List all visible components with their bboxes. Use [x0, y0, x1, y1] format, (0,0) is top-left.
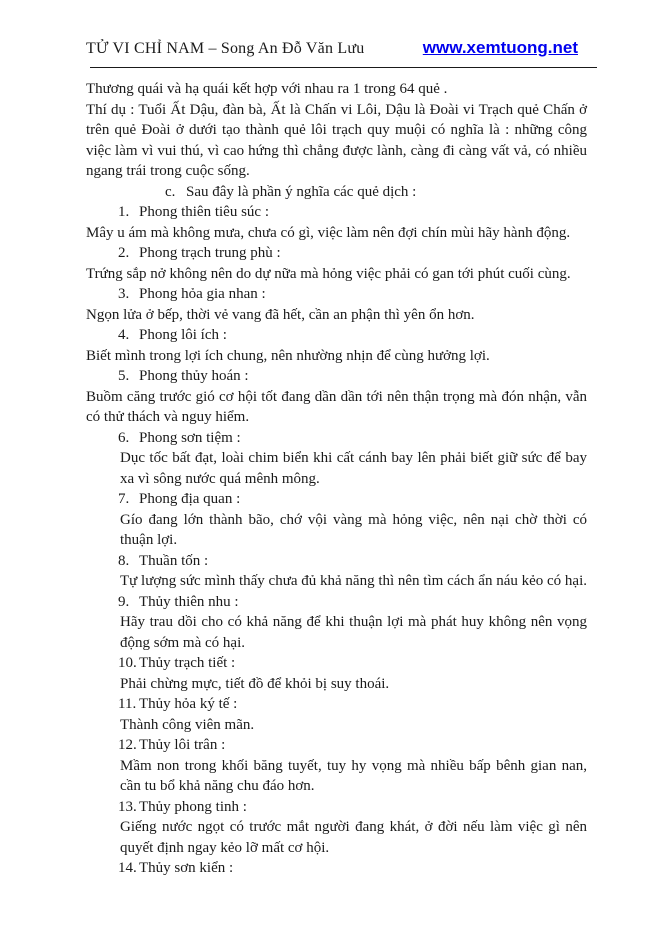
que-item-description: Tự lượng sức mình thấy chưa đủ khả năng thì nên tìm cách ẩn náu kẻo có hại. — [120, 573, 587, 589]
que-item-heading — [86, 551, 587, 572]
item-number: 7. — [118, 491, 130, 507]
que-item-heading — [86, 592, 587, 613]
item-title: Phong trạch trung phù : — [139, 245, 281, 261]
item-title: Phong thủy hoán : — [139, 368, 249, 384]
item-title: Thủy phong tinh : — [139, 798, 247, 815]
section-marker: c. — [165, 183, 176, 200]
que-item-heading — [86, 428, 587, 449]
que-item-description: Trứng sắp nở không nên do dự nữa mà hỏng việc phải có gan tới phút cuối cùng. — [86, 265, 571, 282]
item-number: 9. — [118, 593, 130, 610]
item-title: Phong địa quan : — [139, 491, 241, 507]
que-item-heading — [86, 694, 587, 715]
item-title: Thủy lôi trân : — [139, 737, 226, 753]
example-paragraph: Thí dụ : Tuổi Ất Dậu, đàn bà, Ất là Chấn vi Lôi, Dậu là Đoài vi Trạch quẻ Chấn ở trên quẻ Đoài ở dưới tạo thành quẻ lôi trạch quy muội có nghĩa là : những công việc làm vì vui thú, vì cao hứng thì chẳng được lành, càng đi càng vất vả, có nhiều ngang trái trong cuộc sống. — [86, 101, 587, 179]
item-title: Thuần tốn : — [139, 552, 209, 569]
item-number: 12. — [118, 737, 137, 753]
que-item-description: Thành công viên mãn. — [120, 716, 255, 733]
item-title: Phong hỏa gia nhan : — [139, 286, 266, 302]
que-item-description: Phải chừng mực, tiết đồ để khỏi bị suy thoái. — [120, 675, 390, 692]
item-title: Phong sơn tiệm : — [139, 429, 241, 446]
que-item-description: Giếng nước ngọt có trước mắt người đang khát, ở đời nếu làm việc gì nên quyết định ngay kẻo lỡ mất cơ hội. — [120, 819, 587, 856]
item-number: 6. — [118, 429, 130, 446]
que-item-heading — [86, 243, 587, 264]
item-number: 14. — [118, 860, 137, 876]
item-number: 3. — [118, 286, 130, 302]
que-item-description: Hãy trau dồi cho có khả năng để khi thuận lợi mà phát huy không nên vọng động sớm mà có hại. — [120, 614, 587, 651]
item-title: Thủy thiên nhu : — [139, 593, 239, 610]
item-number: 13. — [118, 798, 137, 815]
que-item-description: Mây u ám mà không mưa, chưa có gì, việc làm nên đợi chín mùi hãy hành động. — [86, 224, 571, 241]
item-title: Thủy sơn kiển : — [139, 860, 234, 876]
que-item-description: Gío đang lớn thành bão, chớ vội vàng mà hỏng việc, nên nại chờ thời có thuận lợi. — [120, 511, 587, 548]
item-number: 8. — [118, 552, 130, 569]
item-number: 11. — [118, 696, 137, 712]
section-heading-line — [86, 182, 587, 203]
item-title: Thủy trạch tiết : — [139, 655, 236, 671]
item-number: 5. — [118, 368, 130, 384]
que-item-heading — [86, 284, 587, 305]
header-divider — [90, 67, 597, 68]
que-item-heading — [86, 858, 587, 879]
item-title: Phong lôi ích : — [139, 327, 227, 343]
item-number: 2. — [118, 245, 130, 261]
que-item-heading — [86, 489, 587, 510]
que-item-description: Biết mình trong lợi ích chung, nên nhường nhịn để cùng hưởng lợi. — [86, 347, 490, 364]
que-item-heading — [86, 735, 587, 756]
section-heading: Sau đây là phần ý nghĩa các quẻ dịch : — [186, 183, 417, 200]
website-link[interactable]: www.xemtuong.net — [422, 38, 578, 57]
page-header — [0, 0, 669, 58]
que-item-heading — [86, 202, 587, 223]
item-number: 4. — [118, 327, 130, 343]
document-title: TỬ VI CHỈ NAM – Song An Đỗ Văn Lưu — [86, 40, 365, 57]
document-body — [86, 79, 587, 879]
que-item-heading — [86, 797, 587, 818]
que-item-heading — [86, 366, 587, 387]
item-number: 10. — [118, 655, 137, 671]
intro-paragraph: Thương quái và hạ quái kết hợp với nhau ra 1 trong 64 quẻ . — [86, 81, 448, 97]
que-item-heading — [86, 653, 587, 674]
item-title: Thủy hỏa ký tế : — [139, 696, 238, 712]
que-item-description: Dục tốc bất đạt, loài chim biển khi cất cánh bay lên phải biết giữ sức để bay xa vì sông nước quá mênh mông. — [120, 450, 587, 487]
que-item-heading — [86, 325, 587, 346]
item-number: 1. — [118, 204, 130, 220]
item-title: Phong thiên tiêu súc : — [139, 204, 269, 220]
que-item-description: Ngọn lửa ở bếp, thời vẻ vang đã hết, cần an phận thì yên ổn hơn. — [86, 306, 475, 323]
que-item-description: Mầm non trong khối băng tuyết, tuy hy vọng mà nhiều bấp bênh gian nan, cần tu bổ khả năng chu đáo hơn. — [120, 757, 587, 794]
que-item-description: Buồm căng trước gió cơ hội tốt đang dần dần tới nên thận trọng mà đón nhận, vẫn có thử thách và nguy hiểm. — [86, 388, 587, 425]
